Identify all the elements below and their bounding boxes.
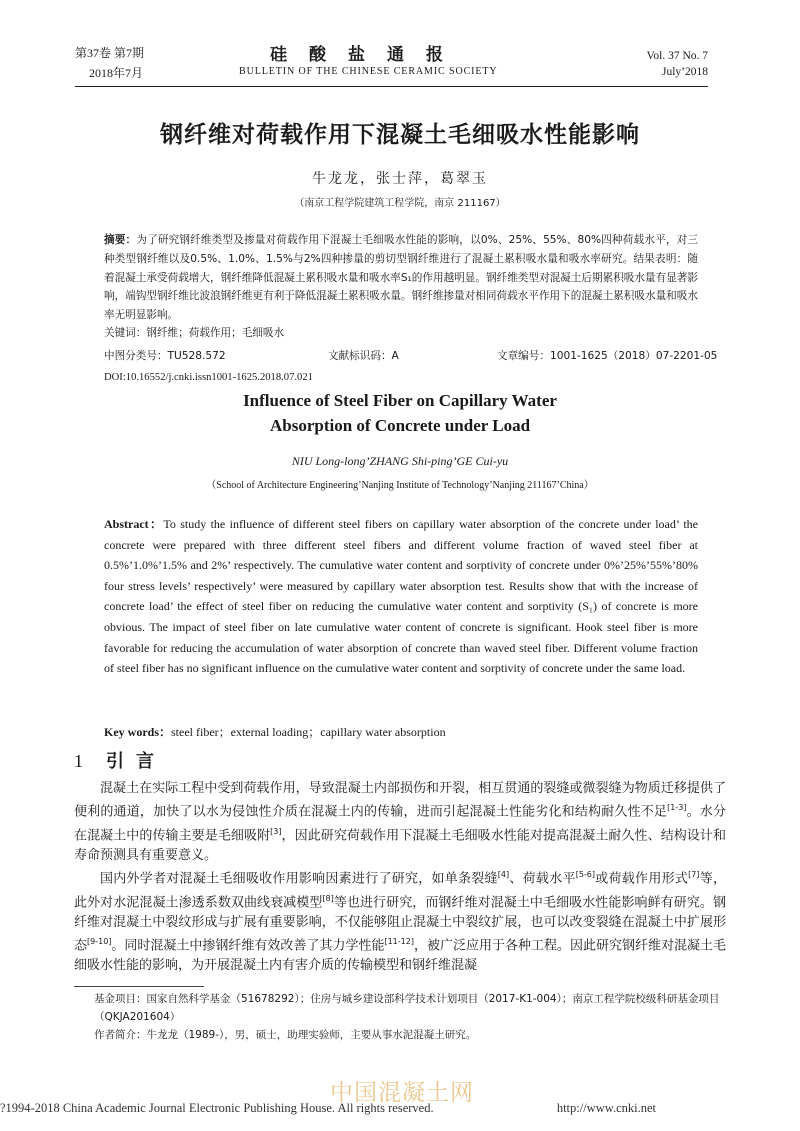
authors-zh: 牛龙龙，张士萍，葛翠玉: [312, 171, 488, 187]
text-run: 国内外学者对混凝土毛细吸收作用影响因素进行了研究，如单条裂缝: [100, 871, 498, 887]
text-run: ，被广泛应用于各种工程。因此研究钢纤维对混凝土毛细吸水性能的影响，为开展混凝土内有害介质的传输模型和钢纤维混凝: [74, 938, 726, 973]
keywords-zh: 关键词：钢纤维；荷载作用；毛细吸水: [104, 327, 285, 339]
section-title: 引言: [106, 751, 166, 772]
date-zh: 2018年7月: [89, 66, 144, 80]
abstract-en-text: To study the influence of different steel fibers on capillary water absorption of the concrete under load’ the concrete were prepared with three different steel fibers and different volume fraction of waved steel fiber at 0.5%’1.0%’1.5% and 2%’ respectively. The cumulative water content and sorptivity of concrete under 0%’25%’55%’80% four stress levels’ respectively’ were measured by capillary water absorption test. Results show that with the increase of concrete load’ the effect of steel fiber on reducing the cumulative water content and sorptivity (S₁) of concrete is more obvious. The impact of steel fiber on late cumulative water content of concrete is significant. Hook steel fiber is more favorable for reducing the accumulation of water absorption of concrete than waved steel fiber. Different volume fraction of steel fiber has no significant influence on the cumulative water content and sorptivity of concrete under the same load.: [104, 517, 698, 676]
abstract-en: [104, 514, 698, 679]
clc-number: 中图分类号：TU528.572: [104, 350, 226, 362]
article-title-en-line1: Influence of Steel Fiber on Capillary Water: [243, 391, 557, 410]
abstract-en-label: Abstract：: [104, 517, 164, 531]
affiliation-en: （School of Architecture Engineering’Nanjing Institute of Technology’Nanjing 211167’China）: [206, 480, 594, 491]
text-run: ，因此研究荷载作用下混凝土毛细吸水性能对提高混凝土耐久性、结构设计和寿命预测具有重要意义。: [74, 828, 726, 863]
volume-issue-en: Vol. 37 No. 7: [646, 50, 708, 62]
citation[interactable]: [1-3]: [667, 803, 687, 813]
doi: DOI:10.16552/j.cnki.issn1001-1625.2018.07.021: [104, 372, 313, 383]
section-body: [74, 779, 726, 975]
paragraph: [74, 865, 726, 975]
citation[interactable]: [8]: [322, 894, 334, 904]
cnki-link[interactable]: http://www.cnki.net: [556, 1101, 656, 1115]
abstract-zh: [104, 231, 698, 325]
document-code: 文献标识码：A: [328, 350, 399, 362]
keywords-en: [104, 723, 446, 740]
affiliation-zh: （南京工程学院建筑工程学院，南京 211167）: [294, 198, 506, 209]
author-note: 作者简介：牛龙龙（1989-），男，硕士，助理实验师，主要从事水泥混凝土研究。: [94, 1029, 477, 1041]
keywords-en-text: steel fiber；external loading；capillary water absorption: [171, 725, 446, 739]
citation[interactable]: [11-12]: [384, 937, 414, 947]
journal-header: [75, 40, 708, 87]
citation[interactable]: [9-10]: [87, 937, 112, 947]
funding-note: 基金项目：国家自然科学基金（51678292）；住房与城乡建设部科学技术计划项目（2017-K1-004）；南京工程学院校级科研基金项目（QKJA201604）: [94, 993, 720, 1023]
citation[interactable]: [5-6]: [575, 870, 596, 880]
date-en: July’2018: [662, 66, 708, 78]
text-run: 混凝土在实际工程中受到荷载作用，导致混凝土内部损伤和开裂，相互贯通的裂缝或微裂缝为物质迁移提供了便利的通道，加快了以水为侵蚀性介质在混凝土内的传输，进而引起混凝土性能劣化和结构耐久性不足: [74, 781, 726, 820]
article-title-en: [0, 388, 800, 438]
section-number: 1: [74, 751, 83, 771]
article-title-en-line2: Absorption of Concrete under Load: [269, 416, 531, 435]
journal-title-zh: 硅酸盐通报: [270, 45, 465, 65]
abstract-zh-label: 摘要：: [104, 234, 137, 246]
article-title-zh: 钢纤维对荷载作用下混凝土毛细吸水性能影响: [160, 122, 640, 148]
footnotes: [94, 990, 726, 1044]
text-run: 等，此外对水泥混凝土渗透系数双曲线衰减模型: [74, 871, 726, 911]
citation[interactable]: [4]: [497, 870, 510, 880]
volume-issue-zh: 第37卷 第7期: [75, 46, 145, 60]
authors-en: NIU Long-long’ZHANG Shi-ping’GE Cui-yu: [291, 454, 509, 468]
footnote-divider: [74, 986, 204, 987]
section-heading: [74, 747, 166, 773]
citation[interactable]: [7]: [688, 870, 700, 880]
keywords-en-label: Key words：: [104, 725, 171, 739]
paragraph: [74, 779, 726, 865]
copyright-notice: ?1994-2018 China Academic Journal Electronic Publishing House. All rights reserved.: [0, 1101, 434, 1115]
article-number: 文章编号：1001-1625（2018）07-2201-05: [497, 350, 718, 362]
text-run: 等也进行研究，而钢纤维对混凝土中毛细吸水性能影响鲜有研究。钢纤维对混凝土中裂纹形成与扩展有重要影响，不仅能够阻止混凝土中裂纹扩展，也可以改变裂缝在混凝土中扩展形态: [74, 895, 726, 954]
text-run: 。水分在混凝土中的传输主要是毛细吸附: [74, 804, 726, 844]
text-run: 、荷载水平: [509, 871, 576, 887]
journal-title-en: BULLETIN OF THE CHINESE CERAMIC SOCIETY: [239, 66, 498, 77]
text-run: 。同时混凝土中掺钢纤维有效改善了其力学性能: [111, 938, 385, 954]
abstract-zh-text: 为了研究钢纤维类型及掺量对荷载作用下混凝土毛细吸水性能的影响，以0%、25%、55%、80%四种荷载水平，对三种类型钢纤维以及0.5%、1.0%、1.5%与2%四种掺量的剪切型钢纤维进行了混凝土累积吸水量和吸水率研究。结果表明：随着混凝土承受荷载增大，钢纤维降低混凝土累积吸水量和吸水率S₁的作用越明显。钢纤维类型对混凝土后期累积吸水量有显著影响，端钩型钢纤维比波浪钢纤维更有利于降低混凝土累积吸水量。钢纤维掺量对相同荷载水平作用下的混凝土累积吸水量和吸水率无明显影响。: [104, 234, 699, 322]
citation[interactable]: [3]: [270, 827, 282, 837]
watermark-logo: 中国混凝土网: [330, 1080, 474, 1106]
text-run: 或荷载作用形式: [595, 871, 689, 887]
